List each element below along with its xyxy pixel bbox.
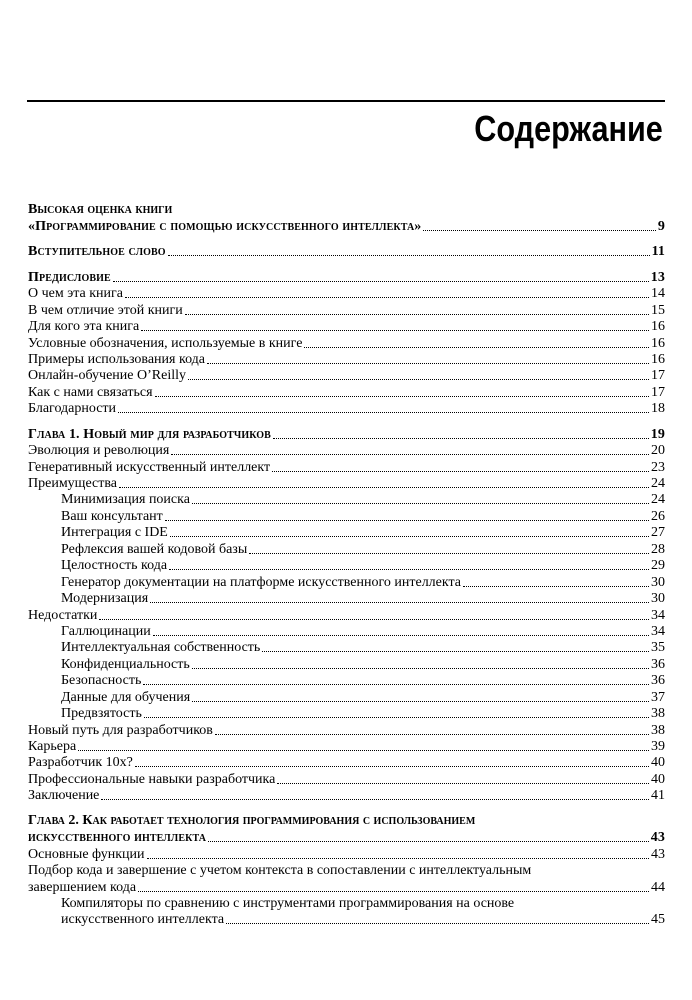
toc-subsection-entry[interactable] [28, 492, 665, 508]
toc-page-number: 24 [651, 492, 665, 508]
toc-page-number: 19 [650, 426, 665, 442]
toc-section-entry[interactable] [28, 335, 665, 351]
dot-leader [304, 347, 649, 348]
toc-section-entry[interactable] [28, 739, 665, 755]
toc-page-number: 20 [651, 443, 665, 459]
dot-leader [99, 619, 649, 620]
toc-section-entry[interactable] [28, 755, 665, 771]
toc-page-number: 41 [651, 788, 665, 804]
toc-page-number: 45 [651, 912, 665, 928]
dot-leader [273, 438, 649, 439]
toc-entry-title: Модернизация [61, 591, 149, 607]
dot-leader [168, 255, 650, 256]
toc-subsection-entry[interactable] [28, 640, 665, 656]
toc-entry-title: Минимизация поиска [61, 492, 190, 508]
dot-leader [170, 536, 649, 537]
dot-leader [463, 586, 649, 587]
toc-page-number: 28 [651, 541, 665, 557]
toc-subsection-entry[interactable] [28, 574, 665, 590]
section-gap [28, 417, 665, 426]
dot-leader [192, 701, 649, 702]
toc-page-number: 14 [651, 286, 665, 302]
toc-entry-title: Рефлексия вашей кодовой базы [61, 541, 248, 557]
dot-leader [423, 230, 655, 231]
toc-page-number: 9 [657, 218, 665, 234]
dot-leader [165, 520, 649, 521]
toc-page-number: 44 [651, 879, 665, 895]
toc-entry-title: Благодарности [28, 401, 117, 417]
dot-leader [125, 297, 649, 298]
dot-leader [277, 783, 649, 784]
toc-section-entry[interactable] [28, 771, 665, 787]
dot-leader [226, 923, 649, 924]
toc-section-entry[interactable] [28, 476, 665, 492]
toc-page-number: 37 [651, 689, 665, 705]
toc-page-number: 11 [651, 244, 665, 260]
toc-section-entry[interactable] [28, 302, 665, 318]
toc-entry-title: Данные для обучения [61, 689, 191, 705]
toc-subsection-entry[interactable] [28, 624, 665, 640]
toc-entry-title: О чем эта книга [28, 286, 123, 302]
dot-leader [118, 412, 649, 413]
dot-leader [144, 717, 649, 718]
toc-entry-title-line: Компиляторы по сравнению с инструментами программирования на основе [61, 895, 515, 911]
toc-page-number: 29 [651, 558, 665, 574]
dot-leader [249, 553, 649, 554]
toc-entry-title: Эволюция и революция [28, 443, 170, 459]
toc-page-number: 30 [651, 591, 665, 607]
toc-entry-title-line: Глава 2. Как работает технология программирования с использованием [28, 813, 476, 829]
toc-page-number: 27 [651, 525, 665, 541]
toc-chapter-entry[interactable] [28, 426, 665, 442]
toc-entry-title: Карьера [28, 739, 77, 754]
toc-page-number: 40 [651, 771, 665, 787]
toc-section-entry[interactable] [28, 368, 665, 384]
toc-section-entry[interactable] [28, 863, 665, 896]
toc-entry-title: Предвзятость [61, 706, 142, 722]
dot-leader [101, 799, 649, 800]
toc-entry-title: завершением кода [28, 879, 137, 895]
toc-entry-title: Генератор документации на платформе искусственного интеллекта [61, 574, 462, 590]
dot-leader [262, 651, 649, 652]
toc-page-number: 34 [651, 623, 665, 639]
toc-entry-title: Разработчик 10x? [28, 755, 133, 771]
section-gap [28, 804, 665, 813]
toc-page-number: 34 [651, 607, 665, 623]
toc-page-number: 16 [651, 319, 665, 335]
page-title: Содержание [474, 108, 663, 149]
toc-subsection-entry[interactable] [28, 706, 665, 722]
toc-section-entry[interactable] [28, 459, 665, 475]
dot-leader [78, 750, 649, 751]
dot-leader [171, 454, 649, 455]
toc-entry-title: Онлайн-обучение O’Reilly [28, 368, 186, 384]
toc-chapter-entry[interactable] [28, 244, 665, 260]
section-gap [28, 260, 665, 269]
toc-subsection-entry[interactable] [28, 896, 665, 929]
top-rule [27, 100, 665, 102]
toc-entry-title: Безопасность [61, 673, 142, 689]
toc-entry-title: Интеллектуальная собственность [61, 640, 261, 656]
toc-page-number: 43 [650, 830, 665, 846]
dot-leader [207, 363, 649, 364]
toc-entry-title: Примеры использования кода [28, 351, 206, 367]
toc-entry-title: Как с нами связаться [28, 384, 153, 400]
dot-leader [119, 487, 649, 488]
toc-page-number: 36 [651, 673, 665, 689]
toc-page-number: 24 [651, 476, 665, 491]
toc-entry-title: Преимущества [28, 476, 117, 491]
toc-section-entry[interactable] [28, 352, 665, 368]
toc-section-entry[interactable] [28, 384, 665, 400]
toc-chapter-entry[interactable] [28, 813, 665, 846]
toc-entry-title: Целостность кода [61, 558, 168, 574]
toc-section-entry[interactable] [28, 401, 665, 417]
table-of-contents [28, 202, 665, 928]
toc-chapter-entry[interactable] [28, 202, 665, 235]
toc-page-number: 18 [651, 401, 665, 417]
dot-leader [155, 396, 649, 397]
dot-leader [153, 635, 649, 636]
toc-subsection-entry[interactable] [28, 673, 665, 689]
toc-page-number: 35 [651, 640, 665, 656]
toc-subsection-entry[interactable] [28, 656, 665, 672]
dot-leader [135, 766, 649, 767]
toc-entry-title: Основные функции [28, 846, 145, 862]
toc-entry-title: Интеграция с IDE [61, 525, 168, 541]
toc-subsection-entry[interactable] [28, 689, 665, 705]
toc-entry-title: Заключение [28, 788, 100, 804]
toc-section-entry[interactable] [28, 722, 665, 738]
dot-leader [113, 281, 649, 282]
toc-page-number: 16 [651, 335, 665, 351]
toc-page-number: 43 [651, 846, 665, 862]
toc-entry-title: Конфиденциальность [61, 656, 190, 672]
toc-page-number: 36 [651, 656, 665, 672]
toc-page-number: 26 [651, 508, 665, 524]
toc-subsection-entry[interactable] [28, 508, 665, 524]
toc-entry-title-line: Подбор кода и завершение с учетом контекста в сопоставлении с интеллектуальным [28, 862, 532, 878]
dot-leader [138, 891, 649, 892]
toc-page-number: 38 [651, 722, 665, 738]
toc-subsection-entry[interactable] [28, 525, 665, 541]
toc-entry-title: Для кого эта книга [28, 319, 140, 335]
toc-page-number: 17 [651, 384, 665, 400]
toc-entry-title: Недостатки [28, 607, 98, 623]
toc-page-number: 16 [651, 351, 665, 367]
toc-entry-title: Генеративный искусственный интеллект [28, 459, 271, 475]
toc-page-number: 30 [651, 574, 665, 590]
toc-section-entry[interactable] [28, 443, 665, 459]
toc-section-entry[interactable] [28, 286, 665, 302]
dot-leader [147, 858, 649, 859]
toc-entry-title: Новый путь для разработчиков [28, 722, 213, 738]
toc-page-number: 38 [651, 706, 665, 722]
dot-leader [185, 314, 649, 315]
toc-page-number: 39 [651, 739, 665, 754]
toc-entry-title: Галлюцинации [61, 623, 151, 639]
dot-leader [143, 684, 649, 685]
toc-section-entry[interactable] [28, 319, 665, 335]
section-gap [28, 235, 665, 244]
toc-entry-title: искусственного интеллекта [28, 830, 207, 846]
toc-section-entry[interactable] [28, 607, 665, 623]
toc-entry-title: искусственного интеллекта [61, 912, 225, 928]
dot-leader [150, 602, 649, 603]
toc-entry-title: Предисловие [28, 269, 111, 285]
toc-subsection-entry[interactable] [28, 541, 665, 557]
toc-subsection-entry[interactable] [28, 558, 665, 574]
toc-subsection-entry[interactable] [28, 591, 665, 607]
toc-entry-title: Вступительное слово [28, 244, 166, 260]
dot-leader [192, 668, 649, 669]
toc-entry-title: Профессиональные навыки разработчика [28, 771, 276, 787]
toc-page-number: 40 [651, 755, 665, 771]
toc-page-number: 15 [651, 302, 665, 318]
toc-page-number: 13 [650, 269, 665, 285]
dot-leader [272, 471, 649, 472]
dot-leader [141, 330, 649, 331]
dot-leader [188, 379, 649, 380]
dot-leader [215, 734, 649, 735]
toc-entry-title-line: Высокая оценка книги [28, 202, 173, 217]
dot-leader [208, 841, 649, 842]
toc-section-entry[interactable] [28, 788, 665, 804]
toc-entry-title: Глава 1. Новый мир для разработчиков [28, 426, 271, 442]
toc-section-entry[interactable] [28, 846, 665, 862]
toc-entry-title: В чем отличие этой книги [28, 302, 183, 318]
dot-leader [192, 503, 649, 504]
toc-page-number: 23 [651, 459, 665, 475]
toc-entry-title: Ваш консультант [61, 508, 163, 524]
dot-leader [169, 569, 649, 570]
toc-entry-title: «Программирование с помощью искусственного интеллекта» [28, 218, 422, 234]
toc-page-number: 17 [651, 368, 665, 384]
toc-entry-title: Условные обозначения, используемые в книге [28, 335, 303, 351]
toc-chapter-entry[interactable] [28, 269, 665, 285]
